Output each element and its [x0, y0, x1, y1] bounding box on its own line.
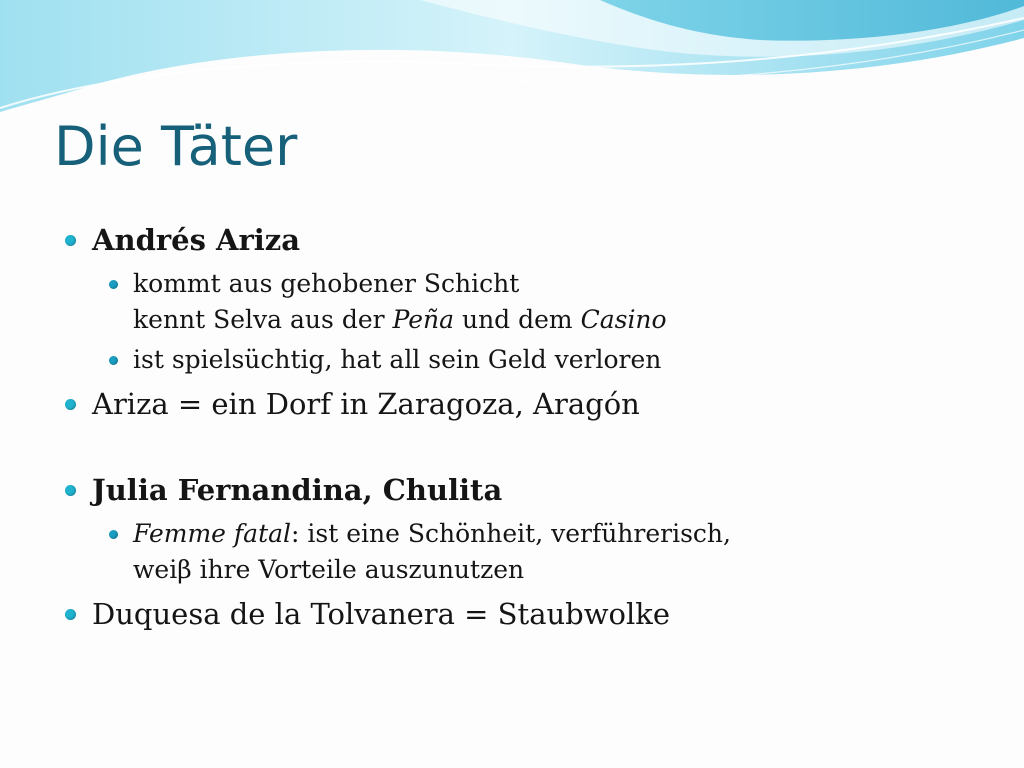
sub-bullet-icon	[109, 280, 118, 289]
sub-bullet-icon	[109, 356, 118, 365]
bullet-icon	[65, 399, 76, 410]
sub-item-schicht	[60, 266, 990, 338]
sub-item-text: ist spielsüchtig, hat all sein Geld verloren	[133, 345, 662, 374]
list-item-ariza-dorf	[60, 382, 990, 426]
sub-item-line: weiβ ihre Vorteile auszunutzen	[133, 555, 525, 584]
list-item-andres-ariza	[60, 218, 990, 262]
wave-header-decoration	[0, 0, 1024, 130]
text-segment: kennt Selva aus der	[133, 305, 393, 334]
list-item-text: Andrés Ariza	[92, 223, 301, 257]
list-item-julia-fernandina	[60, 468, 990, 512]
emphasis-femme-fatal: Femme fatal	[133, 519, 292, 548]
text-segment: : ist eine Schönheit, verführerisch,	[291, 519, 731, 548]
sub-item-femme-fatal	[60, 516, 990, 588]
bullet-icon	[65, 485, 76, 496]
bullet-icon	[65, 235, 76, 246]
list-item-duquesa	[60, 592, 990, 636]
text-segment: und dem	[454, 305, 581, 334]
sub-item-line	[133, 516, 990, 552]
slide-title: Die Täter	[54, 115, 298, 178]
list-item-text: Julia Fernandina, Chulita	[92, 473, 503, 507]
emphasis-pena: Peña	[392, 305, 455, 334]
sub-item-line	[133, 302, 990, 338]
list-item-text: Ariza = ein Dorf in Zaragoza, Aragón	[92, 387, 640, 421]
list-item-text: Duquesa de la Tolvanera = Staubwolke	[92, 597, 671, 631]
sub-item-line: kommt aus gehobener Schicht	[133, 269, 520, 298]
sub-bullet-icon	[109, 530, 118, 539]
bullet-list	[60, 218, 990, 636]
sub-item-spielsuechtig	[60, 342, 990, 378]
emphasis-casino: Casino	[580, 305, 667, 334]
bullet-icon	[65, 609, 76, 620]
